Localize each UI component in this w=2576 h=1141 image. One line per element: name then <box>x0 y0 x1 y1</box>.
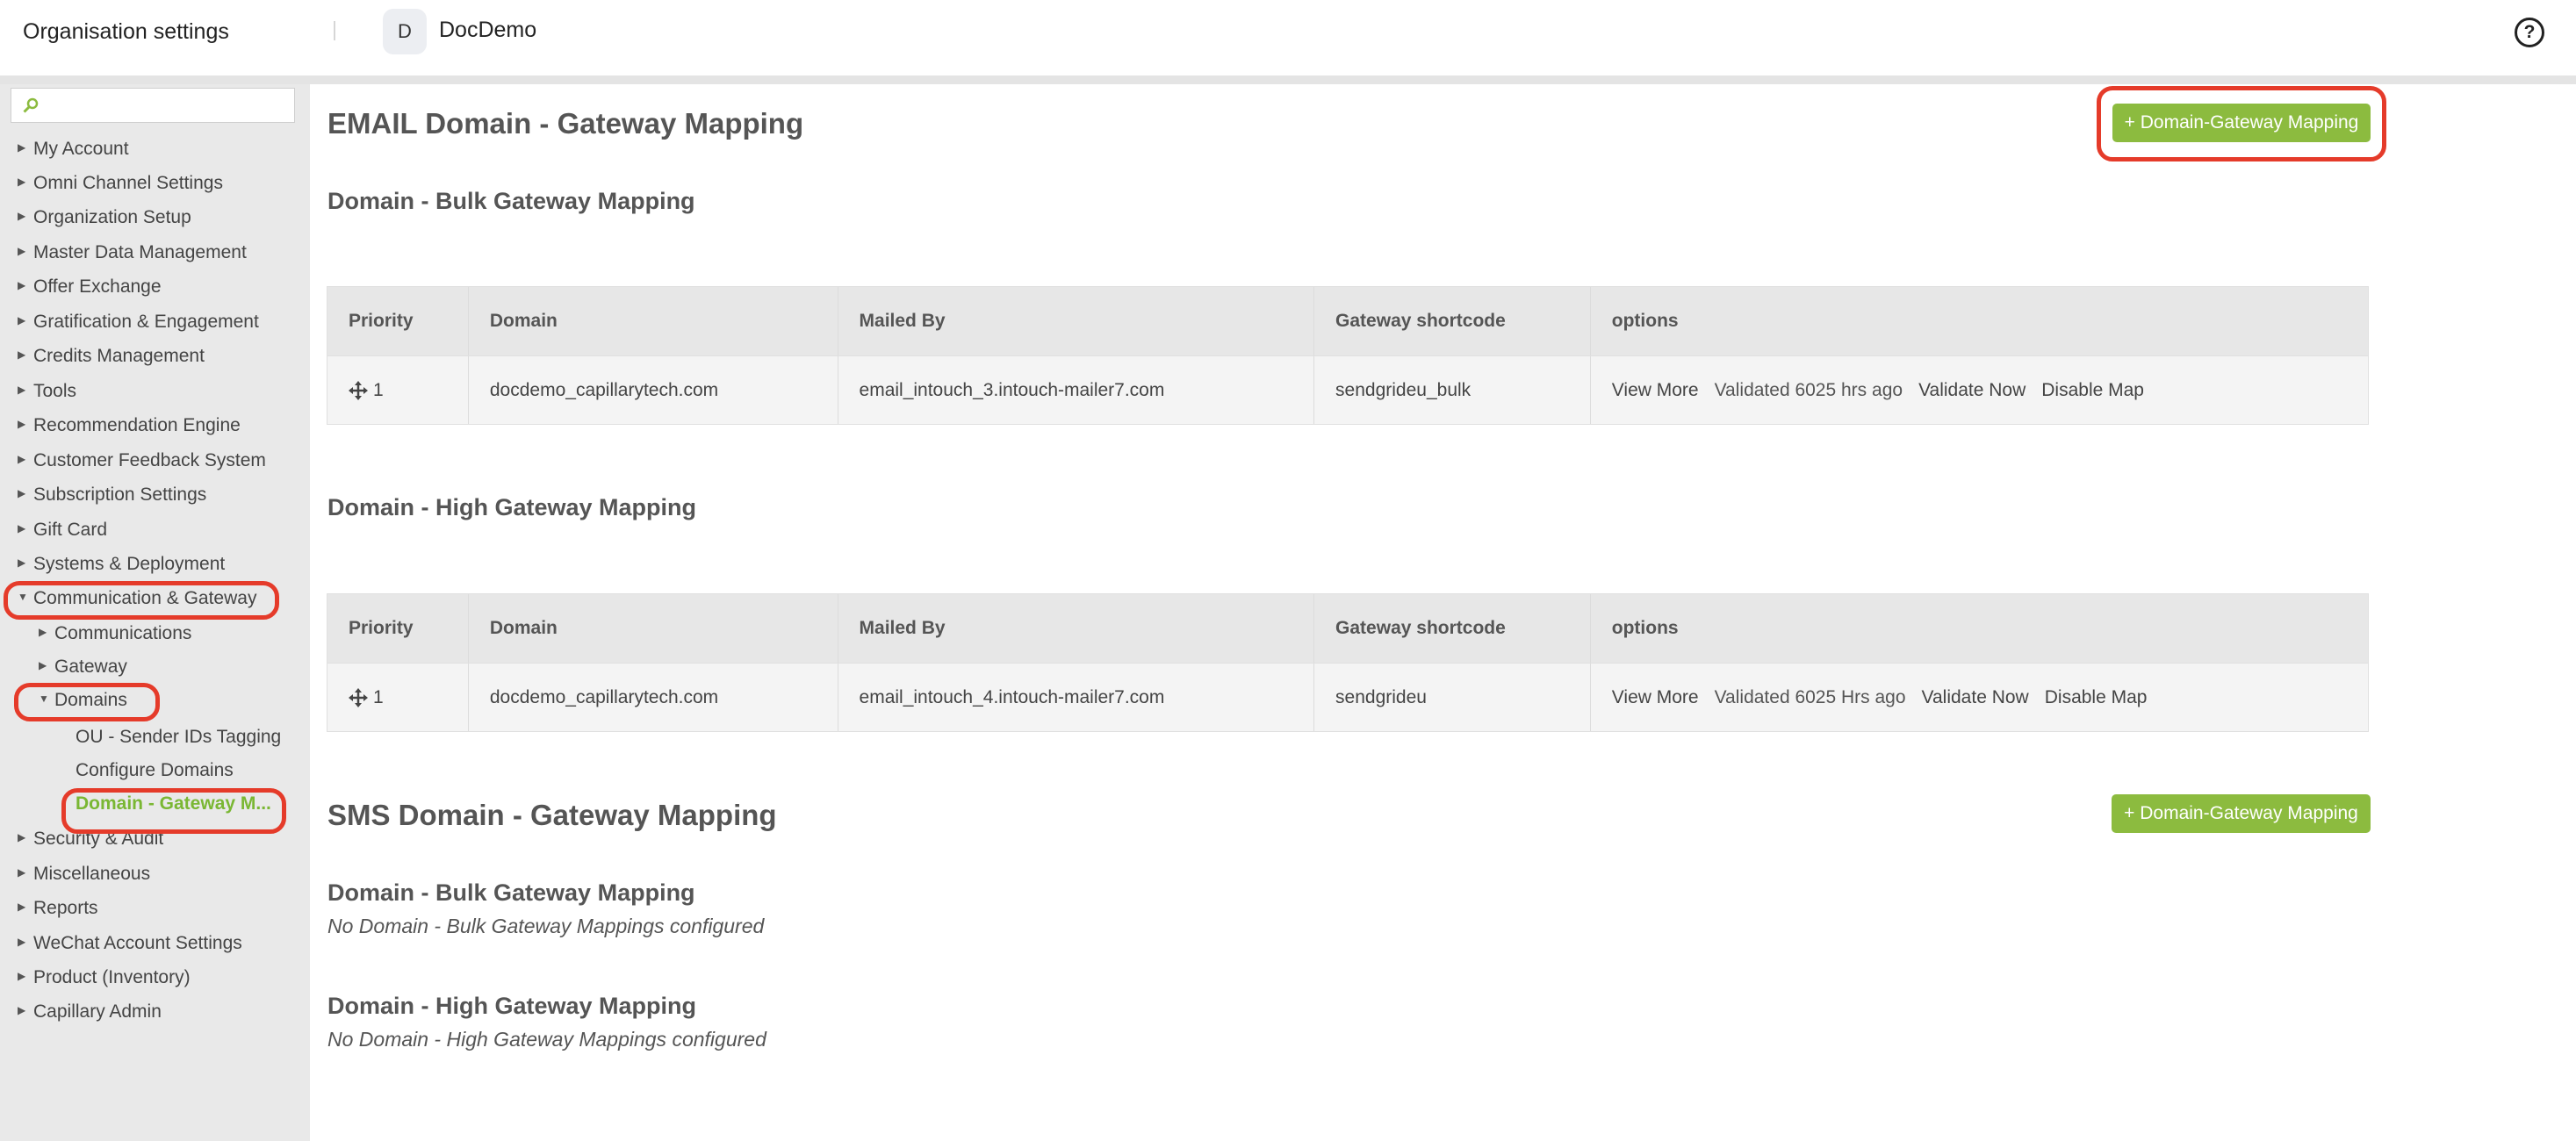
column-header: Mailed By <box>838 594 1315 663</box>
sidebar-item-label: Organization Setup <box>33 207 191 227</box>
options-cell <box>1591 664 2368 731</box>
domain-cell: docdemo_capillarytech.com <box>469 356 838 424</box>
domain-cell: docdemo_capillarytech.com <box>469 664 838 731</box>
column-header: Mailed By <box>838 287 1315 355</box>
sidebar-item-label: Security & Audit <box>33 829 164 849</box>
caret-right-icon: ▶ <box>18 866 26 879</box>
header-strip <box>0 75 2576 84</box>
search-icon <box>22 97 40 114</box>
sidebar-item-label: Miscellaneous <box>33 864 151 884</box>
sidebar-item-domains[interactable] <box>39 690 127 711</box>
sidebar-item-omni-channel[interactable] <box>18 173 223 194</box>
sidebar-item-communication-gateway[interactable] <box>18 588 256 609</box>
disable-map-link[interactable]: Disable Map <box>2041 379 2144 400</box>
sidebar-item-label: Gratification & Engagement <box>33 312 259 332</box>
caret-right-icon: ▶ <box>18 901 26 914</box>
header-divider <box>334 21 335 40</box>
sidebar <box>0 84 310 1141</box>
sidebar-item-customer-feedback[interactable] <box>18 450 266 471</box>
column-header: options <box>1611 618 1679 638</box>
sidebar-item-label: Offer Exchange <box>33 276 162 297</box>
table-row <box>327 663 2368 731</box>
caret-right-icon: ▶ <box>18 418 26 431</box>
sidebar-item-label: Communication & Gateway <box>33 588 257 608</box>
caret-right-icon: ▶ <box>18 487 26 500</box>
shortcode-cell: sendgrideu_bulk <box>1314 356 1591 424</box>
sidebar-item-wechat[interactable] <box>18 933 242 954</box>
caret-right-icon: ▶ <box>18 1004 26 1017</box>
sidebar-item-reports[interactable] <box>18 898 98 919</box>
sidebar-item-subscription[interactable] <box>18 484 206 506</box>
sidebar-item-ou-sender-ids[interactable]: OU - Sender IDs Tagging <box>76 727 282 747</box>
column-header: Gateway shortcode <box>1314 287 1591 355</box>
help-icon[interactable]: ? <box>2515 18 2544 47</box>
priority-value: 1 <box>373 686 384 707</box>
sidebar-item-credits[interactable] <box>18 346 205 367</box>
caret-right-icon: ▶ <box>18 245 26 258</box>
column-header: Domain <box>469 287 838 355</box>
app-title: Organisation settings <box>23 19 229 44</box>
mailed-by-cell: email_intouch_4.intouch-mailer7.com <box>838 664 1315 731</box>
caret-right-icon: ▶ <box>18 279 26 292</box>
sidebar-item-label: Systems & Deployment <box>33 554 226 574</box>
sidebar-item-security[interactable] <box>18 829 163 850</box>
sidebar-item-recommendation[interactable] <box>18 415 241 436</box>
table-row <box>327 355 2368 424</box>
sidebar-item-label: WeChat Account Settings <box>33 933 242 953</box>
sms-high-empty-note: No Domain - High Gateway Mappings configured <box>327 1028 766 1051</box>
caret-down-icon: ▼ <box>18 591 28 604</box>
validate-now-link[interactable]: Validate Now <box>1921 686 2029 707</box>
table-header-row <box>327 594 2368 663</box>
sidebar-item-label: My Account <box>33 139 129 159</box>
main-content <box>310 84 2576 1141</box>
sidebar-item-configure-domains[interactable]: Configure Domains <box>76 760 234 780</box>
add-sms-mapping-button[interactable]: + Domain-Gateway Mapping <box>2112 794 2371 833</box>
sidebar-item-gateway[interactable] <box>39 657 127 678</box>
caret-right-icon: ▶ <box>18 453 26 466</box>
sidebar-item-label: Domains <box>54 690 127 710</box>
sidebar-item-label: Customer Feedback System <box>33 450 266 470</box>
sidebar-item-label: Master Data Management <box>33 242 247 262</box>
sms-bulk-empty-note: No Domain - Bulk Gateway Mappings configured <box>327 915 765 937</box>
top-bar <box>0 0 2576 75</box>
sidebar-item-label: Reports <box>33 898 98 918</box>
sidebar-item-communications[interactable] <box>39 623 191 644</box>
caret-right-icon: ▶ <box>18 141 26 154</box>
org-avatar[interactable]: D <box>383 9 427 54</box>
email-bulk-table <box>327 286 2369 425</box>
caret-right-icon: ▶ <box>18 384 26 397</box>
sidebar-item-my-account[interactable] <box>18 139 129 160</box>
sidebar-item-offer-exchange[interactable] <box>18 276 162 298</box>
add-email-mapping-button[interactable]: + Domain-Gateway Mapping <box>2112 104 2371 142</box>
options-cell <box>1591 356 2368 424</box>
email-high-title: Domain - High Gateway Mapping <box>327 494 697 520</box>
caret-right-icon: ▶ <box>18 936 26 949</box>
validate-now-link[interactable]: Validate Now <box>1918 379 2026 400</box>
caret-right-icon: ▶ <box>18 210 26 223</box>
sidebar-item-label: Recommendation Engine <box>33 415 241 435</box>
sidebar-item-miscellaneous[interactable] <box>18 864 150 885</box>
priority-cell <box>327 356 469 424</box>
sidebar-item-label: Omni Channel Settings <box>33 173 223 193</box>
email-high-table <box>327 593 2369 732</box>
search-input[interactable] <box>47 90 291 120</box>
sidebar-item-label: Product (Inventory) <box>33 967 191 987</box>
priority-cell <box>327 664 469 731</box>
table-header-row <box>327 287 2368 355</box>
column-header: Domain <box>469 594 838 663</box>
org-name[interactable]: DocDemo <box>439 18 537 42</box>
sms-section-title: SMS Domain - Gateway Mapping <box>327 799 777 831</box>
shortcode-cell: sendgrideu <box>1314 664 1591 731</box>
sidebar-item-domain-gateway-mapping[interactable]: Domain - Gateway M... <box>76 793 271 814</box>
validated-status: Validated 6025 Hrs ago <box>1714 686 1906 707</box>
sidebar-item-label: Gateway <box>54 657 127 677</box>
column-header: Priority <box>327 287 469 355</box>
validated-status: Validated 6025 hrs ago <box>1714 379 1903 400</box>
caret-right-icon: ▶ <box>39 626 47 639</box>
sidebar-item-gift-card[interactable] <box>18 520 107 541</box>
caret-right-icon: ▶ <box>18 314 26 327</box>
sidebar-item-label: Credits Management <box>33 346 205 366</box>
sidebar-item-tools[interactable] <box>18 381 76 402</box>
priority-value: 1 <box>373 379 384 400</box>
sidebar-item-label: Capillary Admin <box>33 1001 162 1022</box>
sidebar-item-label: Gift Card <box>33 520 108 540</box>
caret-right-icon: ▶ <box>18 522 26 535</box>
caret-right-icon: ▶ <box>18 556 26 570</box>
column-header: Gateway shortcode <box>1314 594 1591 663</box>
view-more-link[interactable]: View More <box>1611 686 1699 707</box>
view-more-link[interactable]: View More <box>1611 379 1699 400</box>
email-bulk-title: Domain - Bulk Gateway Mapping <box>327 188 695 214</box>
column-header: Priority <box>327 594 469 663</box>
caret-right-icon: ▶ <box>18 970 26 983</box>
email-section-title: EMAIL Domain - Gateway Mapping <box>327 107 804 140</box>
sms-high-title: Domain - High Gateway Mapping <box>327 993 697 1019</box>
caret-right-icon: ▶ <box>39 659 47 672</box>
sidebar-item-gratification[interactable] <box>18 312 259 333</box>
column-header: options <box>1611 311 1679 331</box>
drag-move-icon[interactable] <box>349 688 368 707</box>
caret-right-icon: ▶ <box>18 831 26 844</box>
sidebar-search[interactable] <box>11 88 295 123</box>
drag-move-icon[interactable] <box>349 381 368 400</box>
sidebar-item-label: Communications <box>54 623 192 643</box>
caret-down-icon: ▼ <box>39 692 49 706</box>
mailed-by-cell: email_intouch_3.intouch-mailer7.com <box>838 356 1315 424</box>
sidebar-item-systems[interactable] <box>18 554 225 575</box>
disable-map-link[interactable]: Disable Map <box>2044 686 2148 707</box>
caret-right-icon: ▶ <box>18 176 26 189</box>
sidebar-item-organization-setup[interactable] <box>18 207 191 228</box>
sidebar-item-label: Subscription Settings <box>33 484 207 505</box>
sidebar-item-capillary-admin[interactable] <box>18 1001 162 1023</box>
sidebar-item-label: Tools <box>33 381 77 401</box>
caret-right-icon: ▶ <box>18 348 26 362</box>
sidebar-item-product-inventory[interactable] <box>18 967 191 988</box>
sms-bulk-title: Domain - Bulk Gateway Mapping <box>327 879 695 906</box>
sidebar-item-master-data[interactable] <box>18 242 247 263</box>
